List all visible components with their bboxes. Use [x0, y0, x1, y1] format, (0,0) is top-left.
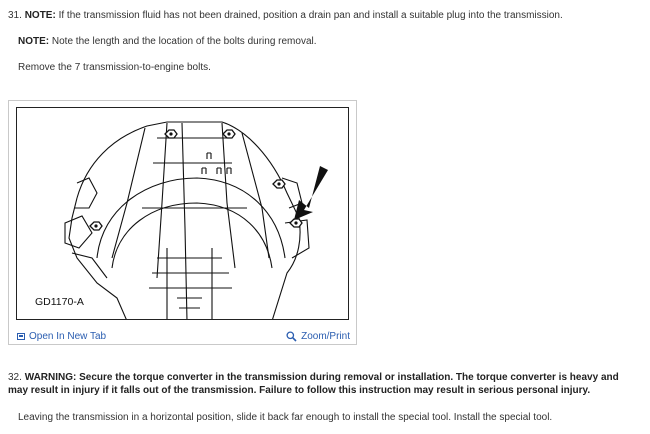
- note-label: NOTE:: [18, 36, 50, 47]
- note-bolts: [18, 35, 317, 48]
- figure-panel: [8, 100, 357, 345]
- remove-bolts-text: Remove the 7 transmission-to-engine bolts.: [18, 62, 211, 73]
- new-tab-icon: [17, 333, 25, 340]
- step-number: 32.: [8, 372, 22, 383]
- step-31: [8, 9, 563, 22]
- install-special-tool-text: Leaving the transmission in a horizontal position, slide it back far enough to install the special tool. Install the special tool.: [18, 412, 553, 423]
- step-32: [8, 371, 640, 397]
- zoom-print-link[interactable]: [286, 331, 350, 342]
- magnifier-icon: [286, 331, 297, 342]
- note-label: NOTE:: [24, 10, 56, 21]
- note-text: Note the length and the location of the bolts during removal.: [51, 36, 317, 47]
- warning-label: WARNING:: [24, 372, 77, 383]
- warning-text: Secure the torque converter in the transmission during removal or installation. The torque converter is heavy and may result in injury if it falls out of the transmission. Failure to follow this instruction may result in serious personal injury.: [8, 372, 619, 396]
- zoom-print-label: Zoom/Print: [301, 331, 350, 342]
- open-in-new-tab-link[interactable]: [17, 331, 106, 342]
- figure-label: GD1170-A: [35, 296, 84, 308]
- open-in-new-tab-label: Open In New Tab: [29, 331, 107, 342]
- step-number: 31.: [8, 10, 22, 21]
- transmission-illustration: [16, 107, 349, 320]
- transmission-drawing: [17, 108, 349, 320]
- step-text: If the transmission fluid has not been drained, position a drain pan and install a suitable plug into the transmission.: [58, 10, 563, 21]
